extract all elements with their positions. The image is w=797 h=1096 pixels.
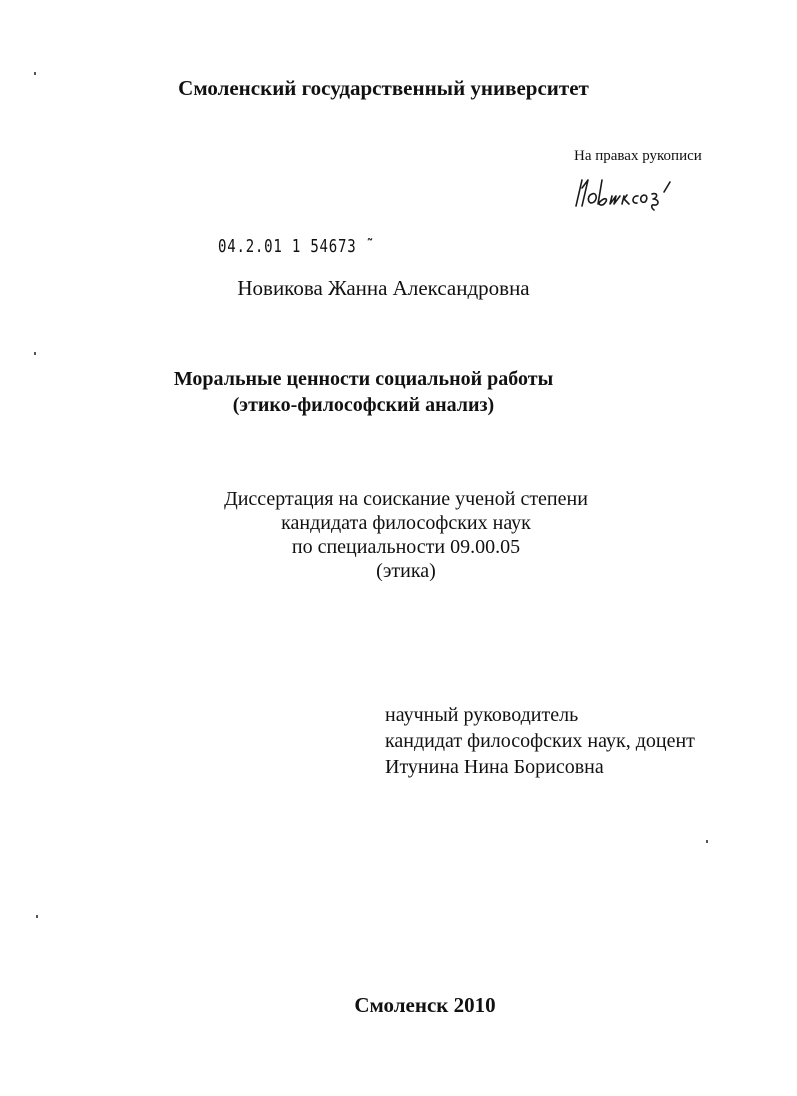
registry-number: 04.2.01 1 54673 ˜: [218, 236, 375, 257]
supervisor-block: [385, 702, 695, 780]
scan-speck: [706, 840, 708, 843]
author-name: Новикова Жанна Александровна: [237, 276, 530, 300]
supervisor-name: Итунина Нина Борисовна: [385, 756, 604, 778]
degree-line-2: кандидата философских наук: [281, 512, 531, 534]
scan-speck: [34, 72, 36, 75]
title-line-2: (этико-философский анализ): [232, 394, 495, 416]
degree-line-4: (этика): [376, 560, 436, 582]
scan-speck: [36, 915, 38, 918]
title-line-1: Моральные ценности социальной работы: [173, 368, 554, 390]
university-name: Смоленский государственный университет: [178, 76, 589, 100]
supervisor-role: научный руководитель: [385, 704, 579, 726]
supervisor-credentials: кандидат философских наук, доцент: [385, 730, 695, 752]
degree-line-3: по специальности 09.00.05: [291, 536, 521, 558]
scan-speck: [34, 352, 36, 355]
manuscript-note: На правах рукописи: [574, 148, 702, 164]
city-year: Смоленск 2010: [354, 993, 496, 1017]
dissertation-title: [0, 366, 727, 418]
degree-line-1: Диссертация на соискание ученой степени: [224, 488, 588, 510]
handwritten-signature: [574, 168, 692, 216]
degree-statement: [0, 487, 797, 583]
